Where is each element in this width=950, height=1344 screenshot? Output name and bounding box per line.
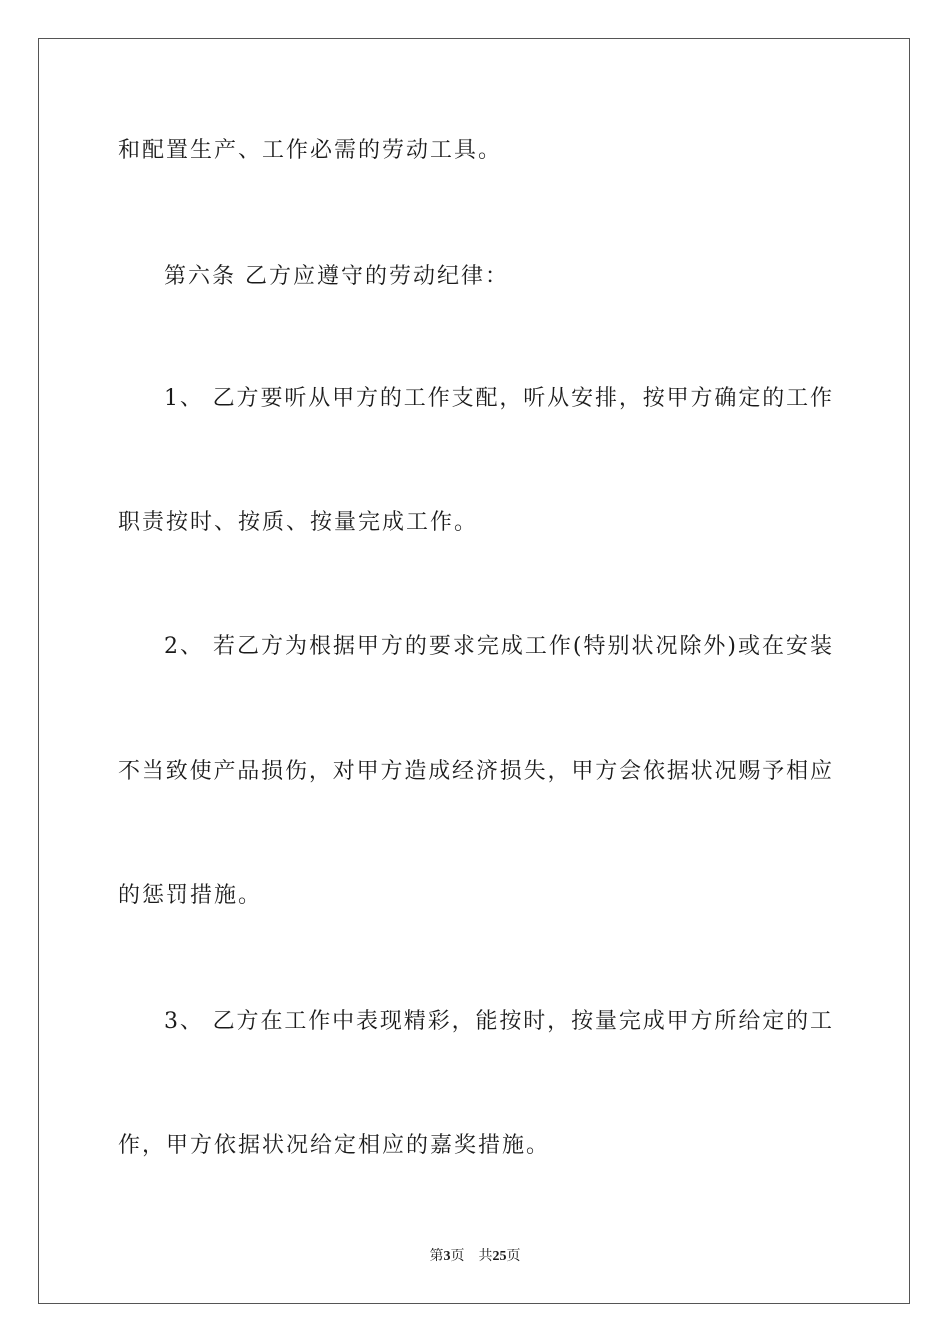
page-suffix: 页 <box>450 1248 465 1264</box>
page-border <box>38 38 910 1304</box>
clause-1-line-1: 1、 乙方要听从甲方的工作支配，听从安排，按甲方确定的工作 <box>164 386 832 411</box>
current-page-number: 3 <box>443 1249 451 1264</box>
total-suffix: 页 <box>506 1248 521 1264</box>
clause-2-line-1: 2、 若乙方为根据甲方的要求完成工作(特别状况除外)或在安装 <box>164 634 832 659</box>
page-prefix: 第 <box>429 1248 444 1264</box>
clause-3-line-1: 3、 乙方在工作中表现精彩，能按时，按量完成甲方所给定的工 <box>164 1009 832 1034</box>
clause-3-line-2: 作，甲方依据状况给定相应的嘉奖措施。 <box>118 1133 551 1158</box>
article-six-heading: 第六条 乙方应遵守的劳动纪律： <box>164 264 509 289</box>
page-footer <box>0 1247 950 1266</box>
total-page-number: 25 <box>492 1249 507 1264</box>
clause-2-line-2: 不当致使产品损伤，对甲方造成经济损失，甲方会依据状况赐予相应 <box>118 759 832 784</box>
paragraph-line-continuation: 和配置生产、工作必需的劳动工具。 <box>118 138 503 163</box>
clause-1-line-2: 职责按时、按质、按量完成工作。 <box>118 510 479 535</box>
total-prefix: 共 <box>478 1248 493 1264</box>
clause-2-line-3: 的惩罚措施。 <box>118 883 263 908</box>
